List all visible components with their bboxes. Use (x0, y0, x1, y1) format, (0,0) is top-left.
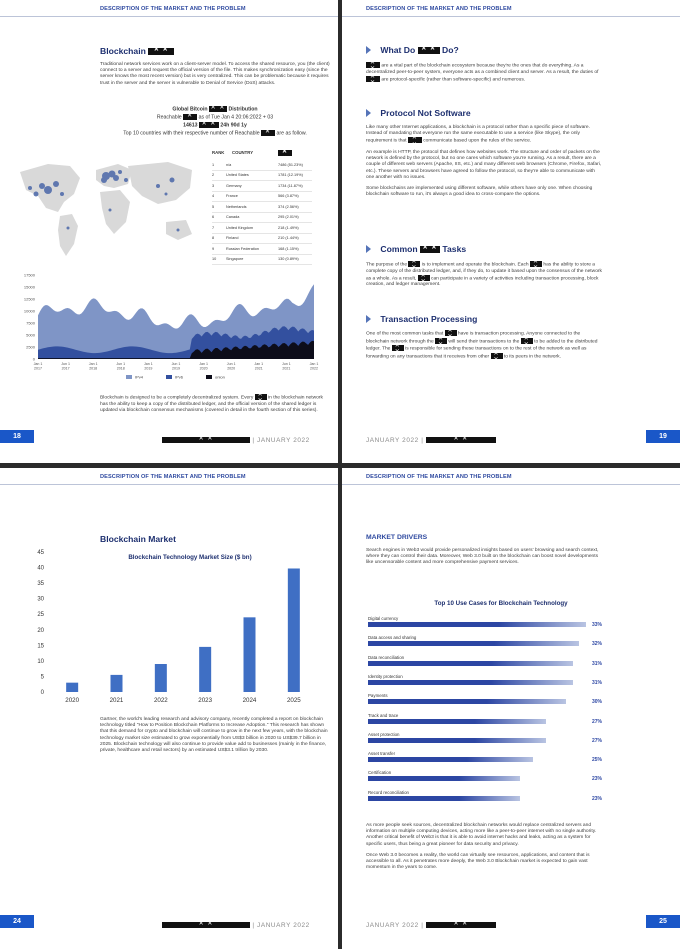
redaction-box (426, 437, 496, 443)
footer-date: JANUARY 2022 (257, 922, 310, 929)
rank-number: 8 (212, 236, 215, 241)
rank-number: 1 (212, 162, 215, 167)
redaction-box (392, 345, 404, 351)
x-tick-label: 2023 (198, 697, 213, 704)
redaction-box (521, 338, 533, 344)
rank-country: Germany (226, 183, 242, 188)
y-tick-label: 5 (40, 674, 44, 681)
use-case-bar (368, 661, 573, 666)
tasks-d: can participate in a variety of activities including transaction processing, block creation, and ledger management. (366, 276, 599, 288)
use-case-value: 31% (592, 660, 603, 667)
footer (162, 437, 310, 444)
y-tick-label: 30 (37, 596, 44, 603)
x-tick-label: Jan 1 (88, 362, 98, 366)
heading-text: Protocol Not Software (380, 108, 471, 118)
use-case-bar-fill (368, 719, 475, 724)
tasks-b: is to implement and operate the blockchain. Each (421, 262, 529, 268)
use-case-label: Record reconciliation (368, 789, 409, 795)
bar (155, 664, 167, 692)
bar (199, 647, 211, 692)
x-tick-label: Jan 1 (199, 362, 208, 366)
market-paragraph: Gartner, the world's leading research and advisory company, recently completed a report on blockchain technology titled "How to Position Blockchain Platforms to Increase Adoption." This research has shown that this demand for crypto and blockchain will continue to grow in the next few years, with the blockchain technology market size estimated to grow exponentially from US$3 billion in 2020 to US$39.7 billion in 2025. Blockchain technology will also continue to provide value add to businesses (mainly in the finance, private, healthcare and retail sectors) by an estimated US$3.1 trillion by 2030. (100, 717, 328, 754)
footer-sep: | (421, 437, 424, 444)
page-25 (342, 468, 680, 949)
tx-c: will send their transactions to the (448, 338, 520, 344)
page-number: 19 (646, 430, 680, 443)
redaction-box (366, 76, 380, 82)
y-tick-label: 5000 (26, 332, 35, 338)
rank-table-header (212, 150, 312, 156)
chart-title: Blockchain Technology Market Size ($ bn) (128, 554, 252, 561)
rank-value: 7486 (51.23%) (278, 162, 303, 167)
x-tick-label: 2020 (65, 697, 80, 704)
use-case-value: 27% (592, 718, 603, 725)
rank-row (212, 160, 312, 171)
y-tick-label: 10 (37, 658, 44, 665)
use-case-label: Track and trace (368, 712, 399, 718)
transaction-paragraph (366, 330, 602, 360)
rank-value: 295 (2.01%) (278, 215, 299, 220)
x-tick-label: 2020 (199, 366, 208, 371)
heading-protocol (366, 108, 471, 118)
protocol-1: Like many other Internet applications, a blockchain is a protocol rather than a specific piece of software. Instead of mandating that everyone run the same executable to use a service (like Skype), the only requirement is that (366, 125, 591, 144)
drivers-p2: Once Web 3.0 becomes a reality, the world can virtually see resources, applications, and content that is accessible to all. As it penetrates more deeply, the Web 3.0 Blockchain market is expected to gain vast momentum in the years to come. (366, 852, 590, 871)
section-title: MARKET DRIVERS (366, 534, 428, 541)
redaction-box (366, 62, 380, 68)
triangle-bullet-icon (366, 315, 371, 323)
use-case-label: Certification (368, 770, 392, 776)
redaction-box (162, 437, 250, 443)
use-case-bar (368, 680, 573, 685)
use-case-bar (368, 738, 546, 743)
y-tick-label: 12500 (23, 296, 35, 302)
x-tick-label: 2021 (109, 697, 124, 704)
y-tick-label: 10000 (23, 308, 35, 314)
what-a: are a vital part of the blockchain ecosystem because they're the ones that do everything. As a decentralized peer-to-peer system, everyone acts as a combined client and server. As a result, the duties of (366, 63, 599, 75)
distribution-title (100, 106, 330, 112)
x-tick-label: Jun 1 (116, 362, 126, 366)
rank-col-header: RANK (212, 150, 225, 155)
page-number: 24 (0, 915, 34, 928)
x-tick-label: 2018 (89, 366, 98, 371)
tasks-a: The purpose of the (366, 262, 408, 268)
use-case-bar-fill (368, 757, 467, 762)
legend-swatch (166, 375, 172, 379)
redaction-box (418, 275, 430, 281)
use-case-bar-fill (368, 661, 491, 666)
use-case-bar-fill (368, 796, 459, 801)
y-tick-label: 15 (37, 643, 44, 650)
rank-number: 3 (212, 183, 215, 188)
x-tick-label: Jun 1 (171, 362, 181, 366)
footer (366, 437, 496, 444)
y-tick-label: 25 (37, 612, 44, 619)
page-header: DESCRIPTION OF THE MARKET AND THE PROBLEM (100, 6, 246, 12)
use-case-chart-title: Top 10 Use Cases for Blockchain Technology (434, 600, 568, 607)
rank-table (212, 150, 312, 265)
footer-sep: | (252, 437, 255, 444)
bar (111, 675, 123, 692)
y-tick-label: 40 (37, 565, 44, 572)
country-col-header: COUNTRY (232, 150, 254, 155)
triangle-bullet-icon (366, 109, 371, 117)
y-tick-label: 35 (37, 581, 44, 588)
market-size-bar-chart (30, 548, 320, 708)
redaction-box (491, 353, 503, 359)
use-case-label: Data reconciliation (368, 654, 405, 660)
use-case-value: 25% (592, 757, 603, 764)
redaction-box (199, 122, 219, 128)
use-case-bar (368, 796, 520, 801)
use-case-value: 30% (592, 699, 603, 706)
heading-common-tasks (366, 244, 466, 254)
redaction-box (408, 137, 422, 143)
legend-label: IPv4 (135, 374, 144, 380)
rank-row (212, 244, 312, 255)
use-case-label: Data access and sharing (368, 635, 417, 641)
redaction-box (420, 246, 440, 253)
rank-row (212, 213, 312, 224)
use-case-label: Payments (368, 693, 388, 699)
outro-a: Blockchain is designed to be a completely decentralized system. Every (100, 395, 254, 401)
x-tick-label: 2017 (61, 366, 70, 371)
rank-value: 210 (1.44%) (278, 236, 299, 241)
rank-value: 566 (3.87%) (278, 194, 299, 199)
rank-row (212, 181, 312, 192)
legend-swatch (126, 375, 132, 379)
legend-swatch (206, 375, 212, 379)
header-divider (0, 16, 338, 17)
y-tick-label: 7500 (26, 320, 35, 326)
use-case-value: 23% (592, 776, 603, 783)
header-divider (342, 16, 680, 17)
redaction-box (162, 922, 250, 928)
use-case-bar-fill (368, 699, 487, 704)
use-case-row (368, 635, 638, 646)
x-tick-label: 2020 (227, 366, 236, 371)
drivers-text (366, 823, 606, 876)
rank-country: United Kingdom (226, 225, 254, 230)
rank-row (212, 171, 312, 182)
rank-row (212, 192, 312, 203)
rank-value: 218 (1.49%) (278, 225, 299, 230)
y-tick-label: 17500 (23, 272, 35, 278)
caption-a: Top 10 countries with their respective number of Reachable (123, 130, 260, 137)
use-case-value: 33% (592, 622, 603, 628)
protocol-2: An example is HTTP, the protocol that defines how websites work. The structure and order of packets on the network is defined by the protocol, but no one cares which software you're running. As a result, there are a couple of different web servers (Apache, IIS, etc.) and many different web browsers (Chrome, Firefox, Safari, etc.). These servers and browsers have agreed to follow the protocol, so they're able to communicate with one another with no issues. (366, 149, 602, 180)
drivers-intro: Search engines in Web3 would provide personalized insights based on users' browsing and search context, where they can control their data. Moreover, Web 3.0 built on the blockchain can boost novel developments like uncensorable content and more comprehensive payment services. (366, 548, 599, 566)
count-a: 14613 (183, 122, 198, 129)
rank-row (212, 223, 312, 234)
page-18 (0, 0, 338, 463)
rank-country: France (226, 194, 238, 199)
x-tick-label: 2018 (116, 366, 125, 371)
page-header: DESCRIPTION OF THE MARKET AND THE PROBLEM (100, 474, 246, 480)
rank-number: 6 (212, 215, 215, 220)
legend-label: IPv6 (175, 374, 184, 380)
y-tick-label: 0 (40, 690, 44, 696)
rank-value: 1781 (12.19%) (278, 173, 303, 178)
use-case-bar-fill (368, 622, 499, 627)
footer-date: JANUARY 2022 (257, 437, 310, 444)
rank-row (212, 202, 312, 213)
rank-row (212, 234, 312, 245)
page-header: DESCRIPTION OF THE MARKET AND THE PROBLEM (366, 474, 512, 480)
intro-paragraph: Traditional network services work on a client-server model. To access the shared resource, you (the client) connect to a server and request the official version of the file. This makes synchronization easy (since the server knows the most recent version) but is very centralized. This can be problematic because it requires trust in the server and the server is vulnerable to Denial of Service (DoS) attacks. (100, 62, 330, 86)
distribution-count (100, 122, 330, 128)
y-tick-label: 0 (32, 356, 35, 362)
page-24 (0, 468, 338, 949)
redaction-box (255, 394, 267, 400)
use-case-label: Digital currency (368, 616, 399, 621)
rank-value: 168 (1.15%) (278, 246, 299, 251)
tasks-c: has the ability to store a complete copy of the distributed ledger, and, if they do, to update it based upon the consensus of the network as a whole. As a result, (366, 262, 602, 281)
redaction-box (426, 922, 496, 928)
y-tick-label: 15000 (23, 284, 35, 290)
use-case-bar (368, 757, 533, 762)
redaction-box (435, 338, 447, 344)
use-case-row (368, 693, 638, 704)
x-tick-label: 2021 (254, 366, 263, 371)
rank-value: 1734 (11.87%) (278, 183, 303, 188)
redaction-box (530, 261, 542, 267)
x-tick-label: 2025 (286, 697, 301, 704)
footer (366, 922, 496, 929)
caption-b: are as follow. (276, 130, 307, 137)
use-case-row (368, 674, 638, 685)
protocol-text (366, 125, 602, 203)
nodes-area-chart (8, 269, 324, 387)
use-case-label: Asset protection (368, 731, 400, 737)
dist-title-b: Distribution (228, 106, 258, 113)
rank-country: Netherlands (226, 204, 247, 209)
rank-number: 5 (212, 204, 215, 209)
x-tick-label: Jun 1 (226, 362, 236, 366)
redaction-box (278, 150, 292, 156)
heading-a: What Do (380, 45, 416, 55)
heading-what-do (366, 45, 459, 55)
y-tick-label: 45 (37, 550, 44, 556)
redaction-box (183, 114, 197, 120)
heading-text: Transaction Processing (380, 314, 478, 324)
y-tick-label: 2500 (26, 344, 35, 350)
rank-number: 7 (212, 225, 215, 230)
rank-country: Russian Federation (226, 246, 259, 251)
tx-b: have is transaction processing. Anyone connected to the blockchain network through the (366, 331, 581, 344)
header-divider (0, 484, 338, 485)
rank-number: 2 (212, 173, 215, 178)
bar (288, 568, 300, 692)
use-case-bar (368, 699, 566, 704)
heading-a: Common (380, 244, 418, 254)
bar (66, 683, 78, 692)
header-divider (342, 484, 680, 485)
use-case-value: 27% (592, 737, 603, 744)
what-b: are protocol-specific (rather than software-specific) and numerous. (381, 77, 526, 82)
x-tick-label: 2017 (34, 366, 42, 371)
use-case-bar-fill (368, 738, 475, 743)
use-case-row (368, 751, 638, 762)
heading-transaction (366, 314, 477, 324)
rank-number: 9 (212, 246, 215, 251)
bar (244, 617, 256, 692)
reach-a: Reachable (156, 114, 182, 121)
footer-sep: | (421, 922, 424, 929)
redaction-box (209, 106, 227, 112)
use-case-label: Identity protection (368, 673, 403, 679)
heading-b: Tasks (442, 244, 467, 254)
rank-row (212, 255, 312, 266)
section-title: Blockchain Market (100, 534, 176, 544)
x-tick-label: Jun 1 (282, 362, 291, 366)
use-case-bar (368, 622, 586, 627)
rank-country: United States (226, 173, 249, 178)
rank-number: 4 (212, 194, 215, 199)
dist-title-a: Global Bitcoin (172, 106, 208, 113)
outro-paragraph (100, 394, 330, 414)
x-tick-label: Jan 1 (144, 362, 153, 366)
x-tick-label: 2022 (310, 366, 318, 371)
tx-f: to its peers in the network. (503, 353, 561, 359)
y-tick-label: 20 (37, 627, 44, 634)
rank-value: 130 (0.89%) (278, 257, 299, 262)
section-title (100, 46, 174, 56)
world-map-image (8, 150, 204, 264)
footer (162, 922, 310, 929)
triangle-bullet-icon (366, 46, 371, 54)
redaction-box (261, 130, 275, 136)
page-number: 18 (0, 430, 34, 443)
use-case-value: 31% (592, 679, 603, 686)
redaction-box (148, 48, 174, 55)
rank-country: Finland (226, 236, 239, 241)
use-case-label: Asset transfer (368, 751, 396, 757)
legend-label: onion (215, 374, 225, 380)
outro-b: in the blockchain network has the ability to keep a copy of the distributed ledger, and the official version of the shared ledger is updated via blockchain consensus mechanisms (covered in detail in the fourth section of this series). (100, 395, 323, 413)
drivers-p1: As more people seek sources, decentralized blockchain networks would replace centralized servers and information on multiple computing devices, acting more like a peer-to-peer internet with no single authority. Another critical benefit of Web3 is that it is able to avoid internet hacks and leaks, acting as a system for specific users, thus being a great pioneer for data security and privacy. (366, 823, 597, 847)
use-case-row (368, 616, 638, 627)
use-case-bar (368, 776, 520, 781)
tasks-paragraph (366, 261, 602, 288)
redaction-box (418, 47, 440, 54)
triangle-bullet-icon (366, 245, 371, 253)
use-case-row (368, 655, 638, 666)
x-tick-label: 2019 (172, 366, 180, 371)
rank-country: Canada (226, 215, 240, 220)
x-tick-label: 2021 (282, 366, 291, 371)
reach-b: as of Tue Jan 4 20:06:2022 + 03 (198, 114, 274, 121)
rank-value: 374 (2.56%) (278, 204, 299, 209)
distribution-caption (100, 130, 330, 136)
use-case-bar (368, 641, 579, 646)
use-case-bar (368, 719, 546, 724)
use-case-bar-fill (368, 680, 491, 685)
footer-date: JANUARY 2022 (366, 437, 419, 444)
rank-rows (212, 160, 312, 265)
x-tick-label: Jan 1 (254, 362, 264, 366)
use-case-row (368, 732, 638, 743)
protocol-3: Some blockchains are implemented using different software, while others have only one. When choosing blockchain software to run, it's always a good idea to cross-compare the options. (366, 185, 593, 198)
use-case-value: 32% (592, 641, 603, 648)
x-tick-label: Jun 1 (61, 362, 70, 366)
protocol-1b: communicate based upon the rules of the service. (423, 138, 532, 144)
x-tick-label: Jan 1 (33, 362, 43, 366)
count-b: 24h 90d 1y (220, 122, 247, 129)
title-text: Blockchain (100, 46, 146, 56)
x-tick-label: Jan 1 (309, 362, 319, 366)
what-do-paragraph (366, 62, 602, 83)
use-case-bar-fill (368, 776, 459, 781)
use-case-row (368, 790, 638, 801)
page-number: 25 (646, 915, 680, 928)
rank-number: 10 (212, 257, 217, 262)
use-case-bar-fill (368, 641, 495, 646)
footer-sep: | (252, 922, 255, 929)
use-case-value: 23% (592, 795, 603, 802)
tx-a: One of the most common tasks that (366, 331, 444, 337)
use-case-row (368, 713, 638, 724)
redaction-box (408, 261, 420, 267)
x-tick-label: 2019 (144, 366, 153, 371)
heading-b: Do? (442, 45, 459, 55)
use-case-row (368, 770, 638, 781)
rank-country: n/a (226, 162, 232, 167)
tx-e: is responsible for sending these transactions on to the rest of the network as well as forwarding on any transactions that it receives from other (366, 346, 587, 359)
tx-d: to be added to the distributed ledger. The (366, 338, 598, 352)
x-tick-label: 2024 (242, 697, 257, 704)
rank-country: Singapore (226, 257, 244, 262)
footer-date: JANUARY 2022 (366, 922, 419, 929)
x-tick-label: 2022 (153, 697, 168, 704)
page-19 (342, 0, 680, 463)
page-header: DESCRIPTION OF THE MARKET AND THE PROBLEM (366, 6, 512, 12)
